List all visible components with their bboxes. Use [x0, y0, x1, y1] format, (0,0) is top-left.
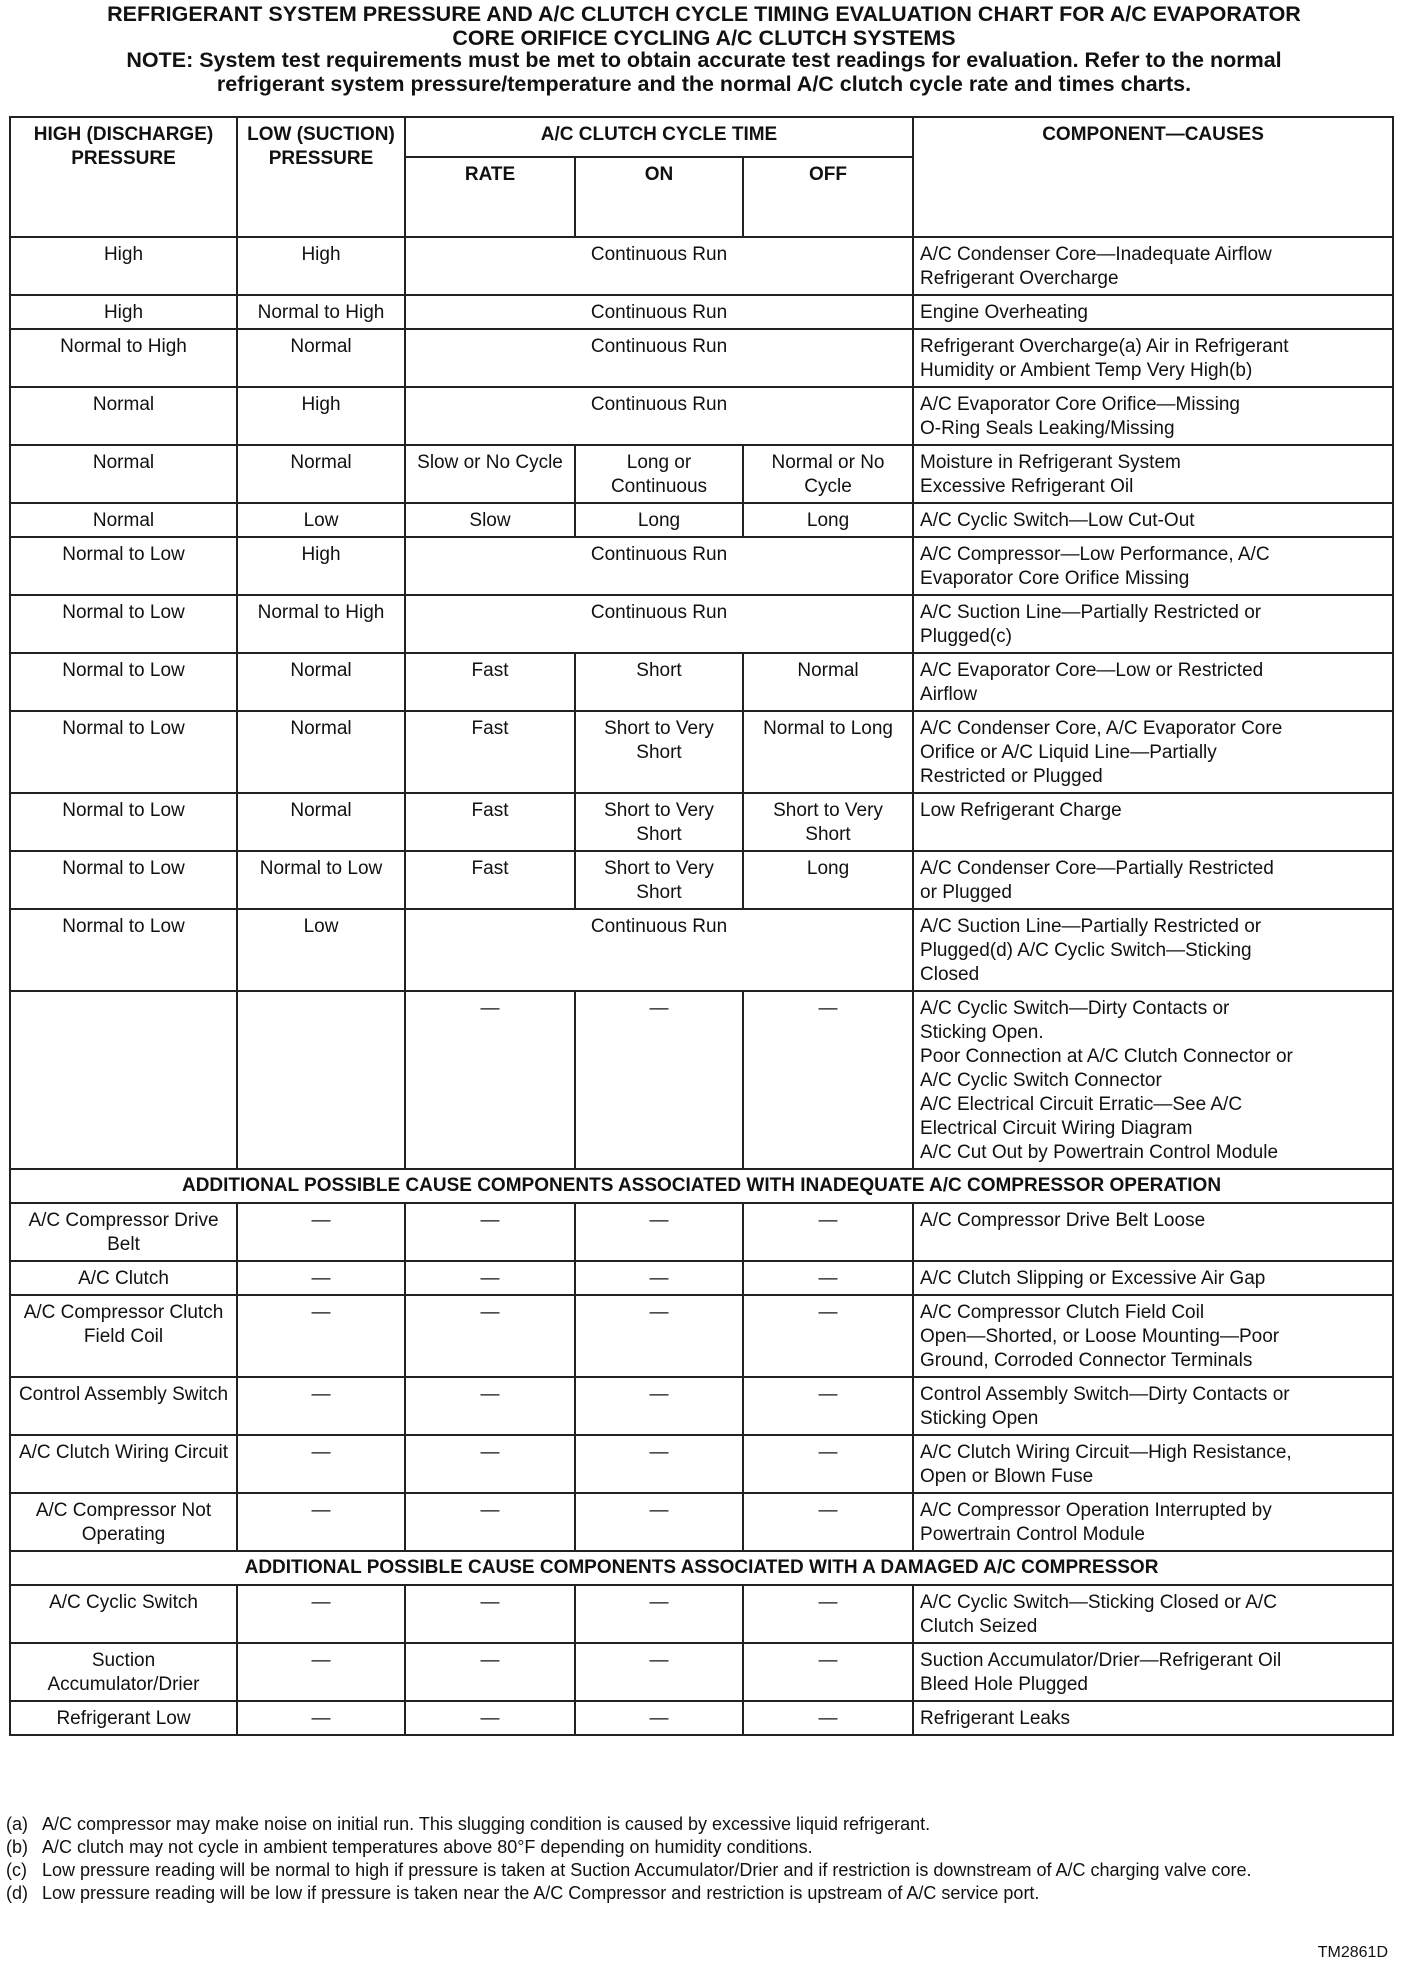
causes-cell	[913, 237, 1393, 295]
causes-cell	[913, 793, 1393, 851]
high-pressure-cell: Normal to Low	[10, 537, 237, 595]
cause-line: Refrigerant Overcharge(a) Air in Refrigerant	[920, 336, 1289, 357]
rate-cell: Slow	[405, 503, 575, 537]
section-banner	[10, 1551, 1393, 1585]
high-pressure-cell: Normal to Low	[10, 653, 237, 711]
cause-line: A/C Cyclic Switch—Sticking Closed or A/C	[920, 1592, 1277, 1613]
cause-line: Excessive Refrigerant Oil	[920, 476, 1134, 497]
cycle-time-cell: Continuous Run	[405, 595, 913, 653]
low-cell: —	[237, 1435, 405, 1493]
table-row	[10, 1643, 1393, 1701]
component-cell: Suction Accumulator/Drier	[10, 1643, 237, 1701]
causes-cell	[913, 295, 1393, 329]
rate-cell: —	[405, 1435, 575, 1493]
cause-line: Low Refrigerant Charge	[920, 800, 1122, 821]
off-cell: —	[743, 991, 913, 1169]
table-row	[10, 1585, 1393, 1643]
cause-line: A/C Compressor Clutch Field Coil	[920, 1302, 1205, 1323]
rate-cell: Fast	[405, 711, 575, 793]
header-high-pressure: HIGH (DISCHARGE) PRESSURE	[10, 117, 237, 237]
low-cell: —	[237, 1701, 405, 1735]
low-pressure-cell: High	[237, 537, 405, 595]
low-cell: —	[237, 1585, 405, 1643]
rate-cell: Slow or No Cycle	[405, 445, 575, 503]
table-row	[10, 851, 1393, 909]
low-pressure-cell: Normal to High	[237, 595, 405, 653]
high-pressure-cell: Normal to Low	[10, 851, 237, 909]
title-line: REFRIGERANT SYSTEM PRESSURE AND A/C CLUTCH CYCLE TIMING EVALUATION CHART FOR A/C EVAPORATOR	[107, 2, 1301, 26]
evaluation-table	[9, 116, 1394, 1736]
cause-line: Evaporator Core Orifice Missing	[920, 568, 1190, 589]
on-cell: Short	[575, 653, 743, 711]
cause-line: A/C Cyclic Switch—Low Cut-Out	[920, 510, 1195, 531]
table-row	[10, 1377, 1393, 1435]
causes-cell	[913, 503, 1393, 537]
high-pressure-cell: Normal to Low	[10, 909, 237, 991]
table-row	[10, 793, 1393, 851]
cause-line: Refrigerant Overcharge	[920, 268, 1119, 289]
footnote-label: (b)	[6, 1837, 28, 1857]
header-clutch-cycle-time: A/C CLUTCH CYCLE TIME	[405, 117, 913, 157]
cause-line: Moisture in Refrigerant System	[920, 452, 1181, 473]
table-row	[10, 537, 1393, 595]
cause-line: Refrigerant Leaks	[920, 1708, 1070, 1729]
low-pressure-cell: Normal	[237, 445, 405, 503]
header-off: OFF	[743, 157, 913, 237]
cause-line: A/C Cyclic Switch Connector	[920, 1070, 1162, 1091]
causes-cell	[913, 1493, 1393, 1551]
causes-cell	[913, 387, 1393, 445]
header-low-pressure: LOW (SUCTION) PRESSURE	[237, 117, 405, 237]
cause-line: A/C Clutch Wiring Circuit—High Resistance,	[920, 1442, 1292, 1463]
cause-line: A/C Electrical Circuit Erratic—See A/C	[920, 1094, 1243, 1115]
cycle-time-cell: Continuous Run	[405, 909, 913, 991]
cause-line: Closed	[920, 964, 980, 985]
off-cell: —	[743, 1203, 913, 1261]
rate-cell: Fast	[405, 851, 575, 909]
rate-cell: —	[405, 1643, 575, 1701]
on-cell: —	[575, 1295, 743, 1377]
low-pressure-cell: Normal	[237, 329, 405, 387]
causes-cell	[913, 445, 1393, 503]
footnotes	[6, 1813, 1396, 1905]
off-cell: Normal or No Cycle	[743, 445, 913, 503]
rate-cell: —	[405, 991, 575, 1169]
header-rate: RATE	[405, 157, 575, 237]
causes-cell	[913, 1295, 1393, 1377]
cause-line: A/C Suction Line—Partially Restricted or	[920, 602, 1262, 623]
off-cell: Short to Very Short	[743, 793, 913, 851]
cause-line: Open—Shorted, or Loose Mounting—Poor	[920, 1326, 1280, 1347]
off-cell: Normal to Long	[743, 711, 913, 793]
off-cell: —	[743, 1295, 913, 1377]
table-row	[10, 595, 1393, 653]
high-pressure-cell: Normal to High	[10, 329, 237, 387]
rate-cell: Fast	[405, 793, 575, 851]
cycle-time-cell: Continuous Run	[405, 537, 913, 595]
header-on: ON	[575, 157, 743, 237]
footnote	[6, 1813, 1396, 1836]
on-cell: —	[575, 1203, 743, 1261]
rate-cell: Fast	[405, 653, 575, 711]
table-row	[10, 909, 1393, 991]
on-cell: —	[575, 1261, 743, 1295]
causes-cell	[913, 851, 1393, 909]
low-pressure-cell: Normal to Low	[237, 851, 405, 909]
table-row	[10, 991, 1393, 1169]
causes-cell	[913, 1377, 1393, 1435]
table-row	[10, 653, 1393, 711]
on-cell: —	[575, 1493, 743, 1551]
rate-cell: —	[405, 1493, 575, 1551]
causes-cell	[913, 1643, 1393, 1701]
cause-line: Powertrain Control Module	[920, 1524, 1145, 1545]
off-cell: Normal	[743, 653, 913, 711]
on-cell: —	[575, 991, 743, 1169]
table-row	[10, 711, 1393, 793]
table-row	[10, 1203, 1393, 1261]
note-line: refrigerant system pressure/temperature and the normal A/C clutch cycle rate and times charts.	[216, 72, 1192, 96]
component-cell: Control Assembly Switch	[10, 1377, 237, 1435]
cause-line: A/C Clutch Slipping or Excessive Air Gap	[920, 1268, 1266, 1289]
low-cell: —	[237, 1203, 405, 1261]
causes-cell	[913, 991, 1393, 1169]
cycle-time-cell: Continuous Run	[405, 329, 913, 387]
section-banner	[10, 1169, 1393, 1203]
off-cell: —	[743, 1493, 913, 1551]
on-cell: —	[575, 1585, 743, 1643]
cause-line: A/C Compressor—Low Performance, A/C	[920, 544, 1270, 565]
component-cell: A/C Compressor Drive Belt	[10, 1203, 237, 1261]
table-row	[10, 1261, 1393, 1295]
rate-cell: —	[405, 1203, 575, 1261]
cause-line: Bleed Hole Plugged	[920, 1674, 1088, 1695]
causes-cell	[913, 1261, 1393, 1295]
off-cell: —	[743, 1435, 913, 1493]
cause-line: Suction Accumulator/Drier—Refrigerant Oil	[920, 1650, 1282, 1671]
note-line: NOTE: System test requirements must be met to obtain accurate test readings for evaluation. Refer to the normal	[126, 48, 1282, 72]
component-cell: A/C Compressor Not Operating	[10, 1493, 237, 1551]
on-cell: —	[575, 1701, 743, 1735]
table-row	[10, 1493, 1393, 1551]
rate-cell: —	[405, 1295, 575, 1377]
cause-line: Plugged(d) A/C Cyclic Switch—Sticking	[920, 940, 1252, 961]
causes-cell	[913, 1585, 1393, 1643]
high-pressure-cell: Normal to Low	[10, 595, 237, 653]
on-cell: Short to Very Short	[575, 793, 743, 851]
on-cell: Short to Very Short	[575, 711, 743, 793]
component-cell: A/C Compressor Clutch Field Coil	[10, 1295, 237, 1377]
footnote-text: Low pressure reading will be normal to high if pressure is taken at Suction Accumulator/Drier and if restriction is downstream of A/C charging valve core.	[42, 1860, 1252, 1880]
cause-line: A/C Condenser Core—Partially Restricted	[920, 858, 1274, 879]
cause-line: or Plugged	[920, 882, 1012, 903]
figure-id: TM2861D	[1317, 1944, 1388, 1961]
cycle-time-cell: Continuous Run	[405, 237, 913, 295]
off-cell: —	[743, 1261, 913, 1295]
component-cell: Refrigerant Low	[10, 1701, 237, 1735]
footnote-text: Low pressure reading will be low if pressure is taken near the A/C Compressor and restriction is upstream of A/C service port.	[42, 1883, 1040, 1903]
cause-line: Electrical Circuit Wiring Diagram	[920, 1118, 1193, 1139]
table-row	[10, 387, 1393, 445]
cause-line: Orifice or A/C Liquid Line—Partially	[920, 742, 1217, 763]
low-cell: —	[237, 1377, 405, 1435]
section-title: ADDITIONAL POSSIBLE CAUSE COMPONENTS ASSOCIATED WITH INADEQUATE A/C COMPRESSOR OPERATION	[10, 1169, 1393, 1203]
low-pressure-cell: High	[237, 237, 405, 295]
low-pressure-cell	[237, 991, 405, 1169]
table-row	[10, 1701, 1393, 1735]
chart-note	[0, 48, 1408, 96]
cause-line: O-Ring Seals Leaking/Missing	[920, 418, 1175, 439]
footnote	[6, 1882, 1396, 1905]
table-row	[10, 503, 1393, 537]
cause-line: A/C Evaporator Core Orifice—Missing	[920, 394, 1240, 415]
cause-line: Clutch Seized	[920, 1616, 1038, 1637]
causes-cell	[913, 595, 1393, 653]
rate-cell: —	[405, 1377, 575, 1435]
cause-line: Engine Overheating	[920, 302, 1088, 323]
cause-line: A/C Compressor Drive Belt Loose	[920, 1210, 1206, 1231]
low-cell: —	[237, 1643, 405, 1701]
high-pressure-cell: Normal	[10, 445, 237, 503]
cause-line: A/C Condenser Core, A/C Evaporator Core	[920, 718, 1283, 739]
component-cell: A/C Clutch Wiring Circuit	[10, 1435, 237, 1493]
cycle-time-cell: Continuous Run	[405, 295, 913, 329]
chart-title	[0, 2, 1408, 50]
off-cell: Long	[743, 503, 913, 537]
high-pressure-cell	[10, 991, 237, 1169]
component-cell: A/C Clutch	[10, 1261, 237, 1295]
off-cell: —	[743, 1701, 913, 1735]
table-row	[10, 295, 1393, 329]
high-pressure-cell: Normal to Low	[10, 793, 237, 851]
causes-cell	[913, 653, 1393, 711]
table-row	[10, 329, 1393, 387]
low-cell: —	[237, 1493, 405, 1551]
footnote-text: A/C compressor may make noise on initial run. This slugging condition is caused by excessive liquid refrigerant.	[42, 1814, 931, 1834]
cause-line: A/C Cyclic Switch—Dirty Contacts or	[920, 998, 1230, 1019]
low-pressure-cell: Normal to High	[237, 295, 405, 329]
high-pressure-cell: High	[10, 295, 237, 329]
rate-cell: —	[405, 1701, 575, 1735]
table-row	[10, 1435, 1393, 1493]
footnote-text: A/C clutch may not cycle in ambient temperatures above 80°F depending on humidity conditions.	[42, 1837, 813, 1857]
low-pressure-cell: Low	[237, 909, 405, 991]
high-pressure-cell: Normal to Low	[10, 711, 237, 793]
low-pressure-cell: Normal	[237, 653, 405, 711]
rate-cell: —	[405, 1585, 575, 1643]
cause-line: Ground, Corroded Connector Terminals	[920, 1350, 1253, 1371]
off-cell: Long	[743, 851, 913, 909]
cause-line: A/C Evaporator Core—Low or Restricted	[920, 660, 1264, 681]
footnote-label: (d)	[6, 1883, 28, 1903]
footnote	[6, 1836, 1396, 1859]
table-row	[10, 445, 1393, 503]
cause-line: Plugged(c)	[920, 626, 1012, 647]
cause-line: A/C Condenser Core—Inadequate Airflow	[920, 244, 1272, 265]
low-pressure-cell: High	[237, 387, 405, 445]
cause-line: Control Assembly Switch—Dirty Contacts or	[920, 1384, 1290, 1405]
on-cell: —	[575, 1643, 743, 1701]
high-pressure-cell: Normal	[10, 387, 237, 445]
cause-line: Humidity or Ambient Temp Very High(b)	[920, 360, 1253, 381]
on-cell: Long or Continuous	[575, 445, 743, 503]
causes-cell	[913, 711, 1393, 793]
cause-line: Open or Blown Fuse	[920, 1466, 1094, 1487]
cause-line: Sticking Open	[920, 1408, 1039, 1429]
on-cell: Short to Very Short	[575, 851, 743, 909]
table-row	[10, 1295, 1393, 1377]
footnote-label: (a)	[6, 1814, 28, 1834]
causes-cell	[913, 1203, 1393, 1261]
low-cell: —	[237, 1261, 405, 1295]
section-title: ADDITIONAL POSSIBLE CAUSE COMPONENTS ASSOCIATED WITH A DAMAGED A/C COMPRESSOR	[10, 1551, 1393, 1585]
table-row	[10, 237, 1393, 295]
cycle-time-cell: Continuous Run	[405, 387, 913, 445]
footnote-label: (c)	[6, 1860, 27, 1880]
high-pressure-cell: Normal	[10, 503, 237, 537]
cause-line: Poor Connection at A/C Clutch Connector or	[920, 1046, 1293, 1067]
cause-line: Restricted or Plugged	[920, 766, 1103, 787]
cause-line: Sticking Open.	[920, 1022, 1044, 1043]
off-cell: —	[743, 1377, 913, 1435]
cause-line: A/C Cut Out by Powertrain Control Module	[920, 1142, 1279, 1163]
causes-cell	[913, 329, 1393, 387]
cause-line: A/C Suction Line—Partially Restricted or	[920, 916, 1262, 937]
low-cell: —	[237, 1295, 405, 1377]
low-pressure-cell: Low	[237, 503, 405, 537]
header-component-causes: COMPONENT—CAUSES	[913, 117, 1393, 237]
on-cell: —	[575, 1377, 743, 1435]
causes-cell	[913, 1435, 1393, 1493]
off-cell: —	[743, 1643, 913, 1701]
causes-cell	[913, 537, 1393, 595]
title-line: CORE ORIFICE CYCLING A/C CLUTCH SYSTEMS	[452, 26, 956, 50]
low-pressure-cell: Normal	[237, 711, 405, 793]
causes-cell	[913, 909, 1393, 991]
on-cell: Long	[575, 503, 743, 537]
high-pressure-cell: High	[10, 237, 237, 295]
causes-cell	[913, 1701, 1393, 1735]
on-cell: —	[575, 1435, 743, 1493]
cause-line: A/C Compressor Operation Interrupted by	[920, 1500, 1272, 1521]
component-cell: A/C Cyclic Switch	[10, 1585, 237, 1643]
cause-line: Airflow	[920, 684, 978, 705]
rate-cell: —	[405, 1261, 575, 1295]
footnote	[6, 1859, 1396, 1882]
low-pressure-cell: Normal	[237, 793, 405, 851]
off-cell: —	[743, 1585, 913, 1643]
